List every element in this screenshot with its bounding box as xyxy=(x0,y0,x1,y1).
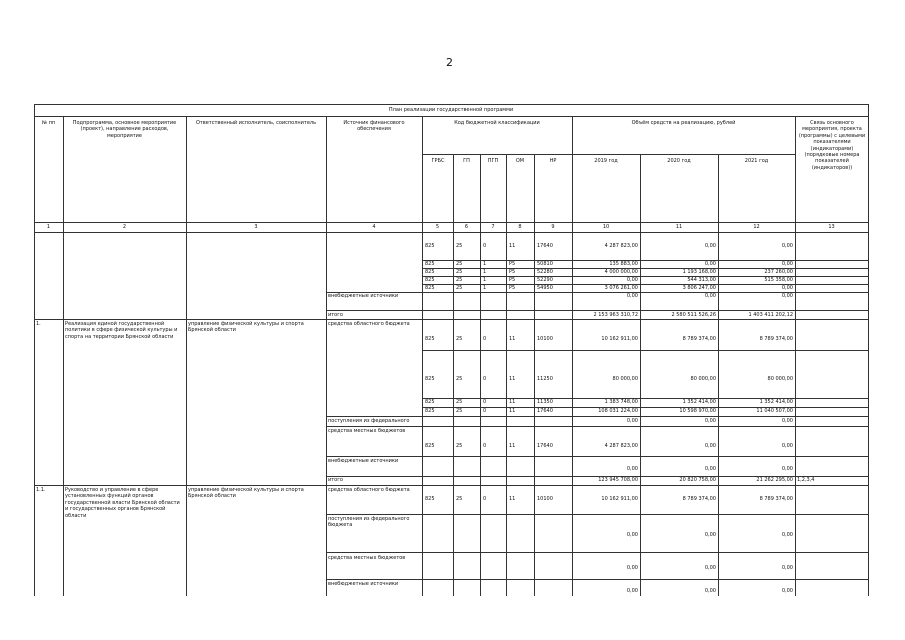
cell-grbs: 825 xyxy=(425,269,435,275)
col-number: 3 xyxy=(254,224,258,230)
cell-2019: 0,00 xyxy=(626,293,638,299)
cell-2021: 1 352 414,00 xyxy=(759,399,793,405)
grid-line xyxy=(34,104,35,596)
grid-line xyxy=(326,426,868,427)
cell-2020: 0,00 xyxy=(704,293,716,299)
header-num: № пп xyxy=(41,120,56,126)
cell-2019: 10 162 911,00 xyxy=(601,336,638,342)
cell-2019: 4 000 000,00 xyxy=(604,269,638,275)
cell-2019: 3 076 261,00 xyxy=(604,285,638,291)
header-om: ОМ xyxy=(515,158,525,164)
cell-2019: 1 383 748,00 xyxy=(604,399,638,405)
cell-source: внебюджетные источники xyxy=(328,293,399,299)
cell-2021: 80 000,00 xyxy=(767,376,793,382)
cell-om: 11 xyxy=(509,443,516,449)
program-plan-table xyxy=(34,104,868,596)
cell-grbs: 825 xyxy=(425,408,435,414)
col-number: 10 xyxy=(602,224,610,230)
header-source: Источник финансового обеспечения xyxy=(343,120,405,133)
header-executor: Ответственный исполнитель, соисполнитель xyxy=(195,120,317,126)
grid-line xyxy=(326,579,868,580)
col-number: 6 xyxy=(464,224,469,230)
grid-line xyxy=(422,350,868,351)
cell-gp: 25 xyxy=(456,376,463,382)
cell-grbs: 825 xyxy=(425,285,435,291)
cell-source: поступления из федерального xyxy=(328,418,410,424)
cell-2020: 8 789 374,00 xyxy=(682,496,716,502)
cell-2020: 8 789 374,00 xyxy=(682,336,716,342)
cell-om: 11 xyxy=(509,496,516,502)
grid-line xyxy=(640,154,641,596)
grid-line xyxy=(506,154,507,596)
cell-2021: 0,00 xyxy=(781,466,793,472)
cell-2021: 21 262 295,00 xyxy=(756,477,793,483)
cell-2020: 20 820 758,00 xyxy=(679,477,716,483)
cell-2021: 237 260,00 xyxy=(764,269,793,275)
cell-link: 1,2,3,4 xyxy=(797,477,815,483)
cell-grbs: 825 xyxy=(425,496,435,502)
section-name: Руководство и управление в сфере установленных функций органов государственной власти Брянской области и государственных органов Брянской области xyxy=(65,487,180,519)
col-number: 2 xyxy=(122,224,127,230)
cell-2019: 4 287 823,00 xyxy=(604,443,638,449)
cell-pgp: 0 xyxy=(483,408,487,414)
cell-2019: 0,00 xyxy=(626,588,638,594)
cell-gp: 25 xyxy=(456,336,463,342)
col-number: 13 xyxy=(828,224,835,230)
section-executor: управление физической культуры и спорта Брянской области xyxy=(188,487,304,500)
grid-line xyxy=(34,116,868,117)
grid-line xyxy=(718,154,719,596)
cell-2019: 10 162 911,00 xyxy=(601,496,638,502)
cell-om: 11 xyxy=(509,376,516,382)
grid-line xyxy=(326,552,868,553)
grid-line xyxy=(34,485,868,486)
cell-om: 11 xyxy=(509,399,516,405)
col-number: 7 xyxy=(491,224,495,230)
grid-line xyxy=(326,456,868,457)
section-name: Реализация единой государственной политики в сфере физической культуры и спорта на территории Брянской области xyxy=(65,321,178,340)
cell-pgp: 1 xyxy=(483,269,487,275)
cell-nr: 54950 xyxy=(537,285,553,291)
cell-2019: 0,00 xyxy=(626,277,638,283)
cell-2021: 0,00 xyxy=(781,243,793,249)
cell-nr: 17640 xyxy=(537,443,553,449)
cell-2021: 0,00 xyxy=(781,565,793,571)
header-kbk: Код бюджетной классификации xyxy=(454,120,540,126)
cell-2019: 0,00 xyxy=(626,565,638,571)
grid-line xyxy=(326,310,868,311)
cell-source: средства местных бюджетов xyxy=(328,555,406,561)
cell-2021: 1 403 411 202,12 xyxy=(748,312,793,318)
cell-nr: 11350 xyxy=(537,399,553,405)
cell-source: внебюджетные источники xyxy=(328,458,399,464)
cell-2021: 0,00 xyxy=(781,293,793,299)
cell-2020: 0,00 xyxy=(704,565,716,571)
header-grbs: ГРБС xyxy=(431,158,445,164)
cell-om: P5 xyxy=(509,261,516,267)
cell-2021: 0,00 xyxy=(781,532,793,538)
cell-nr: 10100 xyxy=(537,496,553,502)
grid-line xyxy=(868,104,869,596)
cell-2020: 0,00 xyxy=(704,418,716,424)
col-number: 1 xyxy=(46,224,51,230)
col-number: 8 xyxy=(518,224,522,230)
cell-2019: 4 287 823,00 xyxy=(604,243,638,249)
cell-pgp: 0 xyxy=(483,399,487,405)
grid-line xyxy=(795,116,796,596)
header-volume: Объём средств на реализацию, рублей xyxy=(631,120,736,126)
cell-grbs: 825 xyxy=(425,399,435,405)
table-title: План реализации государственной программи xyxy=(388,107,514,113)
cell-2020: 0,00 xyxy=(704,443,716,449)
cell-2021: 0,00 xyxy=(781,285,793,291)
cell-2020: 0,00 xyxy=(704,466,716,472)
cell-2019: 0,00 xyxy=(626,418,638,424)
cell-om: P5 xyxy=(509,269,516,275)
cell-gp: 25 xyxy=(456,496,463,502)
cell-pgp: 1 xyxy=(483,285,487,291)
header-2019: 2019 год xyxy=(594,158,618,164)
grid-line xyxy=(326,514,868,515)
cell-pgp: 0 xyxy=(483,443,487,449)
grid-line xyxy=(534,154,535,596)
cell-pgp: 1 xyxy=(483,261,487,267)
cell-2021: 0,00 xyxy=(781,261,793,267)
cell-grbs: 825 xyxy=(425,243,435,249)
cell-2021: 8 789 374,00 xyxy=(759,336,793,342)
page-number: 2 xyxy=(446,56,453,69)
cell-nr: 11250 xyxy=(537,376,553,382)
cell-2021: 515 358,00 xyxy=(764,277,793,283)
cell-2019: 80 000,00 xyxy=(612,376,638,382)
cell-source: поступления из федерального бюджета xyxy=(328,516,410,529)
cell-nr: 17640 xyxy=(537,408,553,414)
cell-2020: 1 193 168,00 xyxy=(682,269,716,275)
cell-2021: 0,00 xyxy=(781,443,793,449)
cell-source: средства местных бюджетов xyxy=(328,428,406,434)
cell-pgp: 0 xyxy=(483,336,487,342)
cell-om: P5 xyxy=(509,285,516,291)
cell-2019: 135 883,00 xyxy=(609,261,638,267)
cell-gp: 25 xyxy=(456,399,463,405)
cell-om: 11 xyxy=(509,243,516,249)
cell-2021: 0,00 xyxy=(781,588,793,594)
grid-line xyxy=(572,116,573,596)
cell-gp: 25 xyxy=(456,443,463,449)
cell-source: средства областного бюджета xyxy=(328,321,410,327)
cell-gp: 25 xyxy=(456,269,463,275)
cell-om: 11 xyxy=(509,336,516,342)
grid-line xyxy=(326,116,327,596)
grid-line xyxy=(34,319,868,320)
grid-line xyxy=(480,154,481,596)
cell-2021: 8 789 374,00 xyxy=(759,496,793,502)
cell-om: P5 xyxy=(509,277,516,283)
cell-gp: 25 xyxy=(456,243,463,249)
header-link: Связь основного мероприятия, проекта (программы) с целевыми показателями (индикаторами) (порядковые номера показателей (индикаторов)) xyxy=(798,120,866,171)
col-number: 4 xyxy=(372,224,376,230)
grid-line xyxy=(453,154,454,596)
grid-line xyxy=(34,104,868,105)
header-2020: 2020 год xyxy=(667,158,691,164)
grid-line xyxy=(423,154,795,155)
header-subprogram: Подпрограмма, основное мероприятие (проект), направление расходов, мероприятие xyxy=(72,120,177,139)
cell-grbs: 825 xyxy=(425,261,435,267)
cell-source: итого xyxy=(328,312,343,318)
cell-2020: 10 598 970,00 xyxy=(679,408,716,414)
cell-2020: 0,00 xyxy=(704,588,716,594)
grid-line xyxy=(34,232,868,233)
grid-line xyxy=(326,416,868,417)
cell-pgp: 0 xyxy=(483,243,487,249)
cell-grbs: 825 xyxy=(425,376,435,382)
cell-nr: 50810 xyxy=(537,261,553,267)
cell-2020: 2 580 511 526,26 xyxy=(671,312,716,318)
cell-gp: 25 xyxy=(456,285,463,291)
cell-source: итого xyxy=(328,477,343,483)
grid-line xyxy=(63,116,64,596)
cell-pgp: 1 xyxy=(483,277,487,283)
section-number: 1. xyxy=(36,321,41,327)
cell-source: средства областного бюджета xyxy=(328,487,410,493)
cell-2020: 0,00 xyxy=(704,532,716,538)
cell-source: внебюджетные источники xyxy=(328,581,399,587)
cell-om: 11 xyxy=(509,408,516,414)
grid-line xyxy=(422,116,423,596)
cell-2020: 0,00 xyxy=(704,261,716,267)
cell-nr: 17640 xyxy=(537,243,553,249)
col-number: 5 xyxy=(435,224,440,230)
header-gp: ГП xyxy=(463,158,470,164)
cell-pgp: 0 xyxy=(483,376,487,382)
cell-2019: 0,00 xyxy=(626,532,638,538)
grid-line xyxy=(186,116,187,596)
cell-gp: 25 xyxy=(456,408,463,414)
cell-2019: 108 031 224,00 xyxy=(598,408,638,414)
cell-2020: 1 352 414,00 xyxy=(682,399,716,405)
cell-2021: 0,00 xyxy=(781,418,793,424)
cell-nr: 10100 xyxy=(537,336,553,342)
section-number: 1.1. xyxy=(36,487,46,493)
cell-grbs: 825 xyxy=(425,277,435,283)
cell-grbs: 825 xyxy=(425,336,435,342)
col-number: 9 xyxy=(551,224,555,230)
cell-2019: 0,00 xyxy=(626,466,638,472)
header-nr: НР xyxy=(549,158,557,164)
cell-2019: 123 945 708,00 xyxy=(598,477,638,483)
cell-2019: 2 153 963 310,72 xyxy=(593,312,638,318)
cell-nr: 52290 xyxy=(537,277,553,283)
cell-pgp: 0 xyxy=(483,496,487,502)
col-number: 12 xyxy=(753,224,760,230)
header-pgp: ПГП xyxy=(487,158,499,164)
cell-2021: 11 040 507,00 xyxy=(756,408,793,414)
header-2021: 2021 год xyxy=(744,158,769,164)
col-number: 11 xyxy=(675,224,683,230)
cell-gp: 25 xyxy=(456,261,463,267)
grid-line xyxy=(34,222,868,223)
cell-nr: 52280 xyxy=(537,269,553,275)
cell-gp: 25 xyxy=(456,277,463,283)
section-executor: управление физической культуры и спорта Брянской области xyxy=(188,321,304,334)
cell-2020: 3 806 247,00 xyxy=(682,285,716,291)
cell-grbs: 825 xyxy=(425,443,435,449)
cell-2020: 544 313,00 xyxy=(687,277,716,283)
cell-2020: 80 000,00 xyxy=(690,376,716,382)
cell-2020: 0,00 xyxy=(704,243,716,249)
